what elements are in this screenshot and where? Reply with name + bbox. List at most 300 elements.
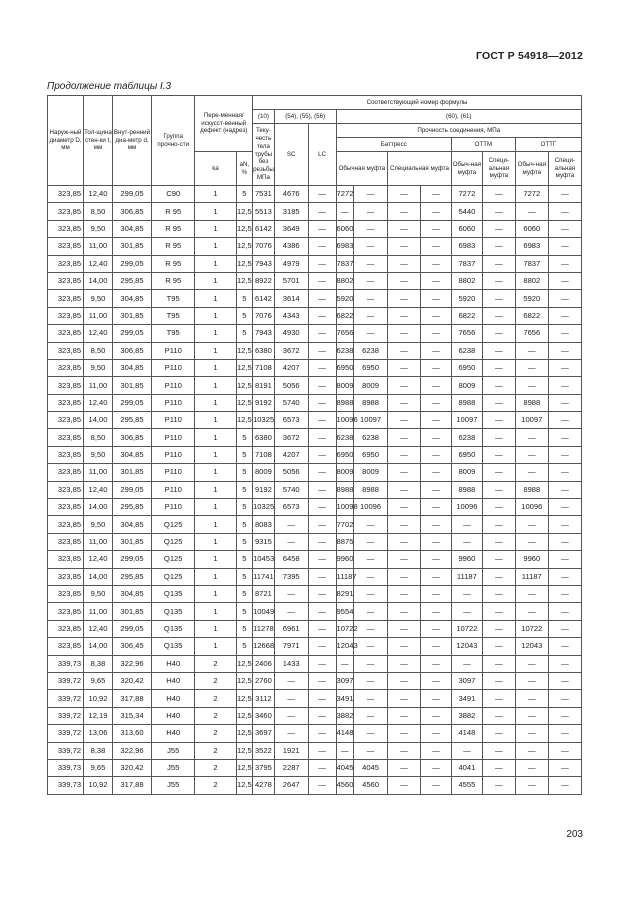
table-cell: —: [482, 620, 515, 637]
formula-10: (10): [253, 110, 275, 124]
table-row: [48, 742, 582, 759]
table-cell: —: [308, 516, 336, 533]
table-row: [48, 759, 582, 776]
table-cell: —: [548, 290, 581, 307]
table-cell: 6142: [253, 290, 275, 307]
table-cell: 323,85: [48, 464, 84, 481]
table-cell: 9,50: [84, 585, 113, 602]
table-cell: —: [354, 325, 388, 342]
table-cell: —: [515, 777, 548, 794]
table-cell: 323,85: [48, 533, 84, 550]
table-cell: 323,85: [48, 325, 84, 342]
table-cell: —: [421, 412, 452, 429]
table-cell: 3614: [274, 290, 308, 307]
table-cell: 306,45: [112, 638, 151, 655]
table-cell: —: [548, 255, 581, 272]
table-cell: —: [354, 238, 388, 255]
table-row: [48, 707, 582, 724]
table-row: [48, 725, 582, 742]
table-cell: Q125: [152, 551, 195, 568]
table-cell: 1: [195, 290, 236, 307]
table-row: [48, 186, 582, 203]
table-cell: 301,85: [112, 603, 151, 620]
table-cell: 4386: [274, 238, 308, 255]
table-cell: 1: [195, 499, 236, 516]
table-cell: 304,85: [112, 220, 151, 237]
table-cell: 323,85: [48, 638, 84, 655]
table-cell: —: [482, 707, 515, 724]
table-cell: 12,5: [236, 672, 253, 689]
table-cell: 8009: [451, 464, 482, 481]
table-cell: 2760: [253, 672, 275, 689]
table-cell: —: [388, 499, 421, 516]
table-cell: —: [274, 725, 308, 742]
table-cell: 10,92: [84, 690, 113, 707]
table-cell: —: [421, 707, 452, 724]
table-cell: 10722: [451, 620, 482, 637]
table-cell: 323,85: [48, 203, 84, 220]
table-cell: 12043: [515, 638, 548, 655]
table-cell: 8,50: [84, 203, 113, 220]
table-cell: 9960: [336, 551, 354, 568]
col-strength-group: Группа прочно-сти: [152, 96, 195, 186]
table-cell: Q135: [152, 585, 195, 602]
table-row: [48, 412, 582, 429]
table-cell: 1: [195, 412, 236, 429]
col-an: aN, %: [236, 152, 253, 186]
table-cell: 3672: [274, 342, 308, 359]
col-body-yield: Теку-честь тела трубы без резьбы, МПа: [253, 124, 275, 186]
table-cell: 5440: [451, 203, 482, 220]
table-cell: —: [515, 533, 548, 550]
table-cell: 7108: [253, 359, 275, 376]
table-cell: 323,85: [48, 603, 84, 620]
table-cell: —: [421, 394, 452, 411]
table-cell: 6961: [274, 620, 308, 637]
table-cell: 4979: [274, 255, 308, 272]
table-cell: —: [421, 672, 452, 689]
table-cell: —: [482, 499, 515, 516]
table-cell: 7108: [253, 446, 275, 463]
table-cell: —: [354, 290, 388, 307]
table-cell: 12,5: [236, 359, 253, 376]
table-cell: —: [548, 342, 581, 359]
buttress-header: Баттресс: [336, 138, 451, 152]
table-cell: 3649: [274, 220, 308, 237]
table-cell: 11187: [515, 568, 548, 585]
table-cell: —: [274, 690, 308, 707]
table-cell: 5: [236, 603, 253, 620]
table-cell: —: [515, 725, 548, 742]
table-cell: 1: [195, 359, 236, 376]
table-row: [48, 638, 582, 655]
ottg-regular: Обыч-ная муфта: [515, 152, 548, 186]
table-cell: 6380: [253, 429, 275, 446]
table-cell: 12668: [253, 638, 275, 655]
table-cell: 10098: [336, 499, 354, 516]
table-cell: —: [388, 742, 421, 759]
table-cell: 1: [195, 516, 236, 533]
table-cell: —: [548, 377, 581, 394]
table-cell: —: [451, 585, 482, 602]
table-row: [48, 377, 582, 394]
table-cell: 317,88: [112, 777, 151, 794]
table-cell: —: [482, 638, 515, 655]
table-cell: 8191: [253, 377, 275, 394]
table-cell: 8009: [336, 464, 354, 481]
table-cell: 320,42: [112, 759, 151, 776]
table-cell: —: [548, 707, 581, 724]
table-cell: H40: [152, 690, 195, 707]
table-cell: —: [515, 342, 548, 359]
table-row: [48, 325, 582, 342]
table-cell: —: [308, 603, 336, 620]
col-sc: SC: [274, 124, 308, 186]
table-cell: —: [421, 272, 452, 289]
table-cell: 323,85: [48, 307, 84, 324]
table-cell: 8802: [515, 272, 548, 289]
table-cell: —: [548, 186, 581, 203]
table-cell: 339,73: [48, 759, 84, 776]
table-cell: —: [388, 725, 421, 742]
table-cell: 6950: [451, 359, 482, 376]
data-table: [47, 95, 582, 795]
table-cell: 12,5: [236, 707, 253, 724]
table-cell: 323,85: [48, 394, 84, 411]
table-cell: 10453: [253, 551, 275, 568]
table-cell: 8,50: [84, 429, 113, 446]
table-cell: —: [388, 290, 421, 307]
table-cell: 12043: [336, 638, 354, 655]
table-cell: 2287: [274, 759, 308, 776]
table-cell: —: [308, 620, 336, 637]
table-cell: Q125: [152, 516, 195, 533]
table-cell: 3460: [253, 707, 275, 724]
table-caption: Продолжение таблицы I.3: [47, 81, 172, 92]
table-cell: —: [451, 533, 482, 550]
table-cell: 14,00: [84, 638, 113, 655]
table-cell: —: [388, 690, 421, 707]
standard-header: ГОСТ Р 54918—2012: [475, 50, 583, 62]
ottg-header: ОТТГ: [515, 138, 581, 152]
table-cell: 6983: [451, 238, 482, 255]
table-cell: 8291: [336, 585, 354, 602]
table-cell: 7272: [336, 186, 354, 203]
table-cell: 12,40: [84, 186, 113, 203]
table-cell: —: [308, 220, 336, 237]
table-cell: —: [548, 307, 581, 324]
table-cell: 5740: [274, 394, 308, 411]
table-cell: 2: [195, 759, 236, 776]
table-cell: 6060: [515, 220, 548, 237]
table-cell: —: [421, 551, 452, 568]
table-cell: —: [421, 690, 452, 707]
table-cell: R 95: [152, 220, 195, 237]
table-cell: —: [274, 516, 308, 533]
table-cell: —: [274, 585, 308, 602]
table-cell: 4278: [253, 777, 275, 794]
table-cell: 323,85: [48, 620, 84, 637]
table-cell: —: [354, 742, 388, 759]
table-cell: 301,85: [112, 533, 151, 550]
table-cell: P110: [152, 394, 195, 411]
table-cell: 3795: [253, 759, 275, 776]
table-cell: —: [388, 777, 421, 794]
table-cell: 1921: [274, 742, 308, 759]
table-cell: 322,96: [112, 742, 151, 759]
table-cell: 4930: [274, 325, 308, 342]
table-cell: 8009: [336, 377, 354, 394]
table-cell: 323,85: [48, 272, 84, 289]
table-cell: —: [482, 585, 515, 602]
table-cell: 7395: [274, 568, 308, 585]
table-cell: 8721: [253, 585, 275, 602]
table-cell: 12,5: [236, 725, 253, 742]
table-row: [48, 672, 582, 689]
table-cell: 8988: [354, 481, 388, 498]
table-cell: 1: [195, 272, 236, 289]
table-cell: —: [548, 238, 581, 255]
table-cell: 7656: [336, 325, 354, 342]
table-cell: —: [482, 290, 515, 307]
table-cell: 306,85: [112, 429, 151, 446]
table-cell: —: [482, 777, 515, 794]
table-cell: 1: [195, 464, 236, 481]
table-cell: 8988: [354, 394, 388, 411]
table-cell: —: [308, 238, 336, 255]
table-row: [48, 342, 582, 359]
table-cell: 323,85: [48, 429, 84, 446]
table-cell: 2: [195, 777, 236, 794]
table-cell: 6238: [336, 429, 354, 446]
table-row: [48, 307, 582, 324]
table-cell: 3882: [336, 707, 354, 724]
table-cell: 1: [195, 481, 236, 498]
table-cell: 295,85: [112, 272, 151, 289]
table-cell: 11741: [253, 568, 275, 585]
table-cell: —: [421, 203, 452, 220]
table-row: [48, 551, 582, 568]
ottm-header: ОТТМ: [451, 138, 515, 152]
table-row: [48, 464, 582, 481]
table-cell: 2: [195, 690, 236, 707]
table-cell: 9192: [253, 394, 275, 411]
table-cell: H40: [152, 672, 195, 689]
table-cell: 7971: [274, 638, 308, 655]
table-cell: 4343: [274, 307, 308, 324]
table-cell: 12,5: [236, 342, 253, 359]
table-cell: 5056: [274, 464, 308, 481]
table-cell: 299,05: [112, 255, 151, 272]
table-cell: 313,60: [112, 725, 151, 742]
table-row: [48, 481, 582, 498]
table-cell: 2: [195, 742, 236, 759]
table-cell: —: [354, 725, 388, 742]
table-cell: —: [274, 603, 308, 620]
table-cell: J55: [152, 759, 195, 776]
table-cell: —: [482, 220, 515, 237]
table-cell: 323,85: [48, 186, 84, 203]
table-cell: —: [548, 272, 581, 289]
table-cell: Q125: [152, 568, 195, 585]
table-cell: 6238: [336, 342, 354, 359]
table-cell: P110: [152, 412, 195, 429]
table-cell: —: [388, 464, 421, 481]
table-cell: 6822: [515, 307, 548, 324]
table-cell: 5: [236, 429, 253, 446]
table-cell: —: [482, 272, 515, 289]
table-cell: 11,00: [84, 533, 113, 550]
table-cell: —: [548, 742, 581, 759]
table-cell: 9,50: [84, 516, 113, 533]
table-cell: —: [421, 307, 452, 324]
table-cell: 5740: [274, 481, 308, 498]
table-cell: 6142: [253, 220, 275, 237]
table-cell: —: [308, 759, 336, 776]
table-cell: 323,85: [48, 585, 84, 602]
table-cell: —: [421, 499, 452, 516]
table-cell: —: [548, 603, 581, 620]
table-cell: —: [308, 638, 336, 655]
table-cell: —: [274, 533, 308, 550]
table-cell: 8988: [515, 394, 548, 411]
formula-60: (60), (61): [336, 110, 581, 124]
table-cell: —: [515, 707, 548, 724]
table-cell: 299,05: [112, 325, 151, 342]
table-row: [48, 568, 582, 585]
table-cell: —: [308, 568, 336, 585]
buttress-regular: Обычная муфта: [336, 152, 388, 186]
table-cell: 1: [195, 377, 236, 394]
table-body: [48, 186, 582, 795]
table-cell: 6822: [451, 307, 482, 324]
col-lc: LC: [308, 124, 336, 186]
table-cell: —: [308, 655, 336, 672]
table-cell: 5: [236, 325, 253, 342]
table-cell: P110: [152, 446, 195, 463]
table-cell: —: [274, 707, 308, 724]
table-row: [48, 690, 582, 707]
table-cell: 5: [236, 638, 253, 655]
table-cell: —: [482, 481, 515, 498]
table-cell: —: [421, 725, 452, 742]
table-cell: 12,5: [236, 655, 253, 672]
table-cell: —: [308, 203, 336, 220]
table-cell: 301,85: [112, 307, 151, 324]
table-cell: 7076: [253, 307, 275, 324]
table-cell: 5: [236, 464, 253, 481]
table-cell: 10325: [253, 499, 275, 516]
table-cell: —: [482, 307, 515, 324]
table-cell: —: [548, 759, 581, 776]
table-cell: 12,40: [84, 325, 113, 342]
table-cell: 320,42: [112, 672, 151, 689]
table-cell: 1: [195, 551, 236, 568]
table-cell: 2: [195, 672, 236, 689]
table-cell: 11187: [336, 568, 354, 585]
table-cell: 10097: [515, 412, 548, 429]
table-cell: —: [308, 725, 336, 742]
table-cell: —: [548, 655, 581, 672]
table-cell: —: [421, 255, 452, 272]
table-cell: —: [548, 412, 581, 429]
table-cell: —: [421, 220, 452, 237]
table-cell: 5: [236, 516, 253, 533]
table-row: [48, 272, 582, 289]
table-cell: —: [515, 377, 548, 394]
table-cell: 12,5: [236, 742, 253, 759]
table-cell: —: [421, 516, 452, 533]
table-cell: 8009: [451, 377, 482, 394]
table-cell: 8,50: [84, 342, 113, 359]
table-cell: 10325: [253, 412, 275, 429]
table-cell: —: [354, 255, 388, 272]
table-cell: 7656: [515, 325, 548, 342]
table-cell: —: [388, 186, 421, 203]
col-ka: ka: [195, 152, 236, 186]
table-cell: 1: [195, 568, 236, 585]
table-cell: 6950: [336, 446, 354, 463]
table-cell: —: [515, 429, 548, 446]
table-cell: —: [354, 186, 388, 203]
table-row: [48, 238, 582, 255]
table-cell: 323,85: [48, 290, 84, 307]
table-cell: —: [388, 238, 421, 255]
table-cell: 14,00: [84, 499, 113, 516]
table-cell: 1: [195, 620, 236, 637]
table-cell: 3097: [451, 672, 482, 689]
table-cell: 14,00: [84, 272, 113, 289]
table-cell: 6983: [515, 238, 548, 255]
table-cell: 339,73: [48, 655, 84, 672]
table-cell: —: [482, 759, 515, 776]
table-cell: 295,85: [112, 499, 151, 516]
table-cell: 12043: [451, 638, 482, 655]
table-cell: —: [482, 203, 515, 220]
table-cell: —: [354, 603, 388, 620]
table-cell: 7943: [253, 255, 275, 272]
table-cell: 6573: [274, 499, 308, 516]
table-cell: 2647: [274, 777, 308, 794]
table-cell: 6950: [336, 359, 354, 376]
table-cell: 6458: [274, 551, 308, 568]
table-cell: —: [421, 359, 452, 376]
table-cell: 6950: [451, 446, 482, 463]
table-cell: 8083: [253, 516, 275, 533]
table-cell: 6238: [354, 342, 388, 359]
table-cell: —: [548, 533, 581, 550]
table-cell: 3672: [274, 429, 308, 446]
table-row: [48, 220, 582, 237]
table-row: [48, 446, 582, 463]
table-cell: 299,05: [112, 551, 151, 568]
table-cell: —: [482, 516, 515, 533]
ottg-special: Специ-альная муфта: [548, 152, 581, 186]
table-cell: 11,00: [84, 603, 113, 620]
table-cell: 323,85: [48, 412, 84, 429]
table-cell: 4676: [274, 186, 308, 203]
table-cell: C90: [152, 186, 195, 203]
table-cell: 6060: [336, 220, 354, 237]
table-cell: 1: [195, 325, 236, 342]
table-cell: 299,05: [112, 186, 151, 203]
table-cell: —: [354, 551, 388, 568]
table-cell: 10096: [515, 499, 548, 516]
table-cell: —: [354, 516, 388, 533]
table-cell: H40: [152, 655, 195, 672]
table-cell: 5: [236, 290, 253, 307]
table-cell: —: [421, 620, 452, 637]
